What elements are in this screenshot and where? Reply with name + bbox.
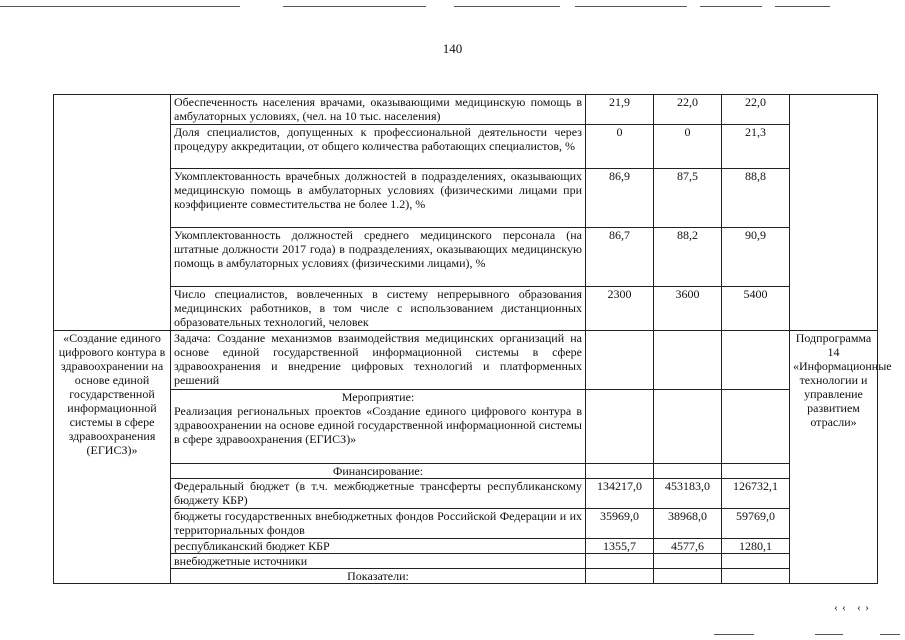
indicators-heading: Показатели: (171, 569, 586, 584)
empty-program-cell (54, 95, 171, 331)
value-cell: 88,2 (654, 228, 722, 287)
measure-heading: Мероприятие: (341, 390, 415, 404)
value-cell: 5400 (722, 287, 790, 331)
finance-row (54, 479, 878, 509)
value-cell (586, 464, 654, 479)
value-cell: 4577,6 (654, 539, 722, 554)
value-cell (586, 554, 654, 569)
value-cell: 88,8 (722, 169, 790, 228)
value-cell: 86,9 (586, 169, 654, 228)
value-cell: 35969,0 (586, 509, 654, 539)
value-cell (654, 554, 722, 569)
indicator-row (54, 125, 878, 169)
value-cell: 90,9 (722, 228, 790, 287)
value-cell: 134217,0 (586, 479, 654, 509)
scan-artifact-line (714, 634, 754, 635)
indicator-row (54, 287, 878, 331)
indicator-text: Число специалистов, вовлеченных в систему непрерывного образования медицинских работников, в том числе с использованием дистанционных образовательных технологий, человек (171, 287, 586, 331)
value-cell: 21,3 (722, 125, 790, 169)
task-row (54, 331, 878, 390)
value-cell (722, 569, 790, 584)
indicator-text: Обеспеченность населения врачами, оказывающими медицинскую помощь в амбулаторных условиях, (чел. на 10 тыс. населения) (171, 95, 586, 125)
value-cell: 0 (654, 125, 722, 169)
finance-text: внебюджетные источники (171, 554, 586, 569)
scan-artifact-line (775, 6, 830, 7)
value-cell (722, 554, 790, 569)
finance-text: Федеральный бюджет (в т.ч. межбюджетные трансферты республиканскому бюджету КБР) (171, 479, 586, 509)
empty-subprogram-cell (790, 95, 878, 331)
value-cell: 22,0 (654, 95, 722, 125)
value-cell (722, 464, 790, 479)
program-table (53, 94, 892, 584)
scan-artifact-line (283, 6, 426, 7)
scan-artifact-line (815, 634, 843, 635)
value-cell: 453183,0 (654, 479, 722, 509)
value-cell: 0 (586, 125, 654, 169)
value-cell (586, 331, 654, 390)
value-cell (654, 464, 722, 479)
value-cell: 59769,0 (722, 509, 790, 539)
value-cell (586, 390, 654, 464)
value-cell (722, 331, 790, 390)
finance-heading-row (54, 464, 878, 479)
indicators-heading-row (54, 569, 878, 584)
value-cell: 126732,1 (722, 479, 790, 509)
scan-artifact-line (575, 6, 687, 7)
value-cell: 3600 (654, 287, 722, 331)
page-number: 140 (442, 41, 463, 56)
value-cell (586, 569, 654, 584)
scan-artifact-line (880, 634, 900, 635)
value-cell: 1355,7 (586, 539, 654, 554)
measure-row (54, 390, 878, 464)
subprogram-name: Подпрограмма 14 «Информационные технологии и управление развитием отрасли» (790, 331, 878, 584)
finance-row (54, 539, 878, 554)
indicator-row (54, 169, 878, 228)
finance-text: бюджеты государственных внебюджетных фондов Российской Федерации и их территориальных фондов (171, 509, 586, 539)
value-cell (654, 569, 722, 584)
finance-row (54, 509, 878, 539)
scan-marks: ‹‹ ‹› (834, 600, 873, 614)
value-cell: 38968,0 (654, 509, 722, 539)
value-cell: 22,0 (722, 95, 790, 125)
measure-cell (171, 390, 586, 464)
indicator-row (54, 228, 878, 287)
value-cell: 2300 (586, 287, 654, 331)
scan-artifact-line (454, 6, 560, 7)
indicator-text: Укомплектованность должностей среднего медицинского персонала (на штатные должности 2017 года) в подразделениях, оказывающих медицинскую помощь в амбулаторных условиях (физическими лицами), % (171, 228, 586, 287)
value-cell (654, 331, 722, 390)
value-cell (722, 390, 790, 464)
task-text: Задача: Создание механизмов взаимодействия медицинских организаций на основе единой государственной информационной системы в сфере здравоохранения и внедрение цифровых технологий и платформенных решений (171, 331, 586, 390)
measure-text: Реализация региональных проектов «Создание единого цифрового контура в здравоохранении на основе единой государственной информационной системы в сфере здравоохранения (ЕГИСЗ)» (174, 404, 582, 446)
finance-heading: Финансирование: (171, 464, 586, 479)
value-cell: 1280,1 (722, 539, 790, 554)
indicator-row (54, 95, 878, 125)
scan-artifact-line (0, 6, 240, 7)
indicator-text: Укомплектованность врачебных должностей в подразделениях, оказывающих медицинскую помощь в амбулаторных условиях (физическими лицами при коэффициенте совместительства не более 1.2), % (171, 169, 586, 228)
project-name: «Создание единого цифрового контура в здравоохранении на основе единой государственной информационной системы в сфере здравоохранения (ЕГИСЗ)» (54, 331, 171, 584)
value-cell: 86,7 (586, 228, 654, 287)
finance-text: республиканский бюджет КБР (171, 539, 586, 554)
value-cell (654, 390, 722, 464)
scan-artifact-line (700, 6, 762, 7)
value-cell: 87,5 (654, 169, 722, 228)
value-cell: 21,9 (586, 95, 654, 125)
indicator-text: Доля специалистов, допущенных к профессиональной деятельности через процедуру аккредитации, от общего количества работающих специалистов, % (171, 125, 586, 169)
finance-row (54, 554, 878, 569)
